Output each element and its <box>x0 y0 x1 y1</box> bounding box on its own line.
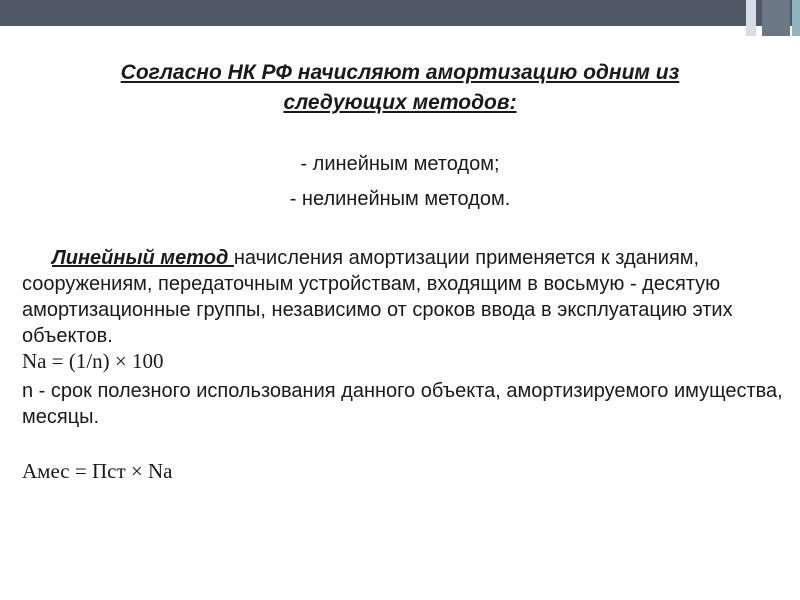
slide-heading <box>60 58 740 118</box>
paragraph-text: начисления амортизации применяется к зданиям, сооружениям, передаточным устройствам, входящим в восьмую - десятую амортизационные группы, независимо от сроков ввода в эксплуатацию этих объектов. <box>22 247 733 347</box>
monthly-amortization-formula: Амес = Пст × Na <box>22 459 173 483</box>
heading-line-1: Согласно НК РФ начисляют амортизацию одним из <box>120 61 680 84</box>
corner-accent-teal <box>792 0 800 36</box>
top-decorative-bar <box>0 0 800 26</box>
corner-accent-dark <box>762 0 790 36</box>
heading-line-2: следующих методов: <box>283 91 517 114</box>
paragraph-lead-term: Линейный метод <box>52 247 234 269</box>
rate-formula: Na = (1/n) × 100 <box>22 349 164 373</box>
corner-accent-light <box>746 0 756 36</box>
n-definition: n - срок полезного использования данного объекта, амортизируемого имущества, месяцы. <box>22 380 783 428</box>
method-nonlinear: - нелинейным методом. <box>289 188 511 210</box>
linear-method-paragraph <box>22 245 800 349</box>
method-linear: - линейным методом; <box>300 153 500 175</box>
